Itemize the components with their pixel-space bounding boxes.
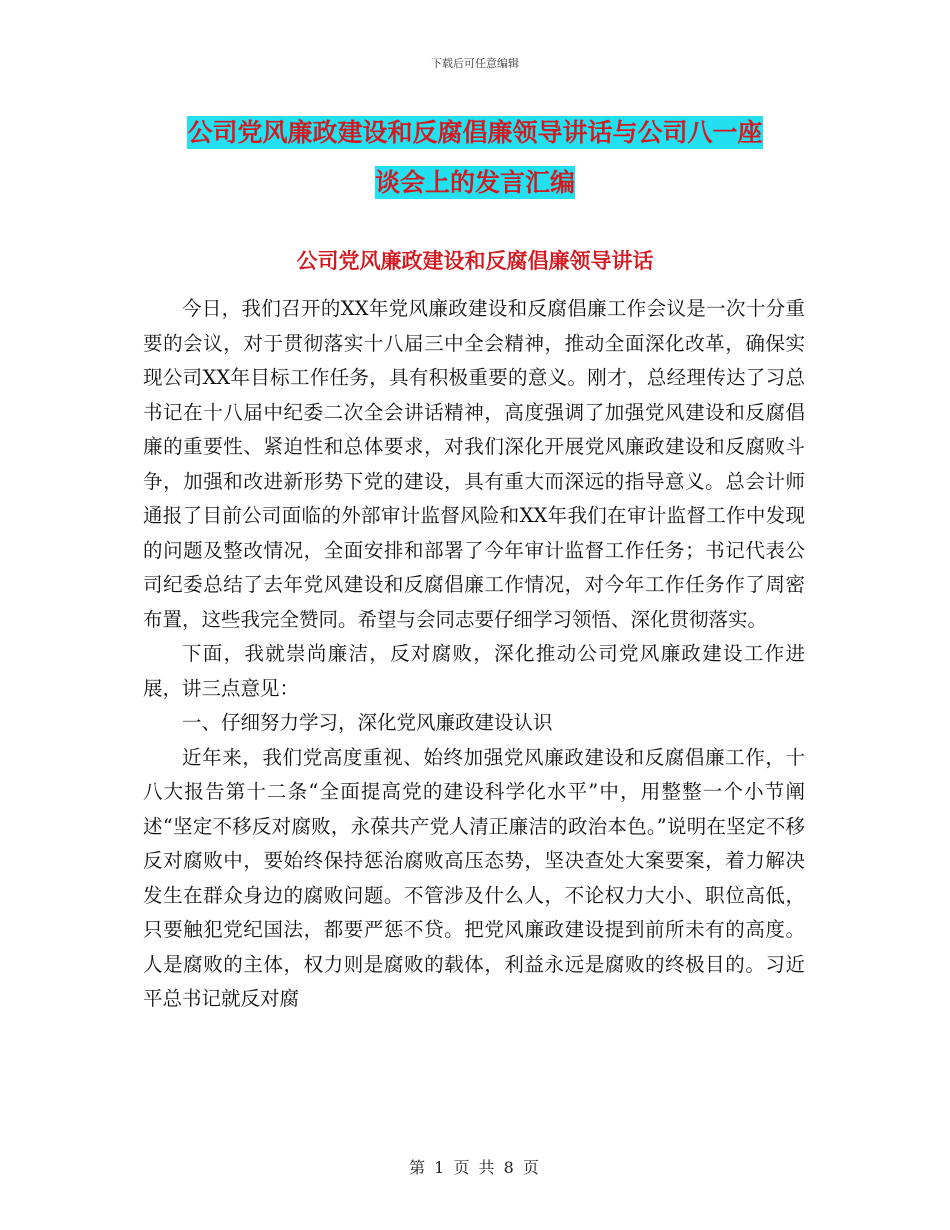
- document-body: [143, 292, 805, 1017]
- title-line-1: 公司党风廉政建设和反腐倡廉领导讲话与公司八一座: [187, 118, 763, 147]
- header-note: 下载后可任意编辑: [431, 57, 519, 70]
- paragraph-1: 今日，我们召开的XX年党风廉政建设和反腐倡廉工作会议是一次十分重要的会议，对于贯彻落实十八届三中全会精神，推动全面深化改革，确保实现公司XX年目标工作任务，具有积极重要的意义。刚才，总经理传达了习总书记在十八届中纪委二次全会讲话精神，高度强调了加强党风建设和反腐倡廉的重要性、紧迫性和总体要求，对我们深化开展党风廉政建设和反腐败斗争，加强和改进新形势下党的建设，具有重大而深远的指导意义。总会计师通报了目前公司面临的外部审计监督风险和XX年我们在审计监督工作中发现的问题及整改情况，全面安排和部署了今年审计监督工作任务；书记代表公司纪委总结了去年党风建设和反腐倡廉工作情况，对今年工作任务作了周密布置，这些我完全赞同。希望与会同志要仔细学习领悟、深化贯彻落实。: [143, 297, 805, 631]
- page-number: 第 1 页 共 8 页: [409, 1158, 541, 1177]
- paragraph-3-heading: 一、仔细努力学习，深化党风廉政建设认识: [182, 711, 553, 734]
- section-title: 公司党风廉政建设和反腐倡廉领导讲话: [296, 248, 654, 273]
- document-title: [140, 108, 810, 208]
- paragraph-2: 下面，我就崇尚廉洁，反对腐败，深化推动公司党风廉政建设工作进展，讲三点意见：: [143, 642, 805, 700]
- paragraph-4: 近年来，我们党高度重视、始终加强党风廉政建设和反腐倡廉工作，十八大报告第十二条“全面提高党的建设科学化水平”中，用整整一个小节阐述“坚定不移反对腐败，永葆共产党人清正廉洁的政治本色。”说明在坚定不移反对腐败中，要始终保持惩治腐败高压态势，坚决查处大案要案，着力解决发生在群众身边的腐败问题。不管涉及什么人，不论权力大小、职位高低，只要触犯党纪国法，都要严惩不贷。把党风廉政建设提到前所未有的高度。人是腐败的主体，权力则是腐败的载体，利益永远是腐败的终极目的。习近平总书记就反对腐: [143, 745, 805, 1010]
- title-line-2: 谈会上的发言汇编: [374, 168, 575, 197]
